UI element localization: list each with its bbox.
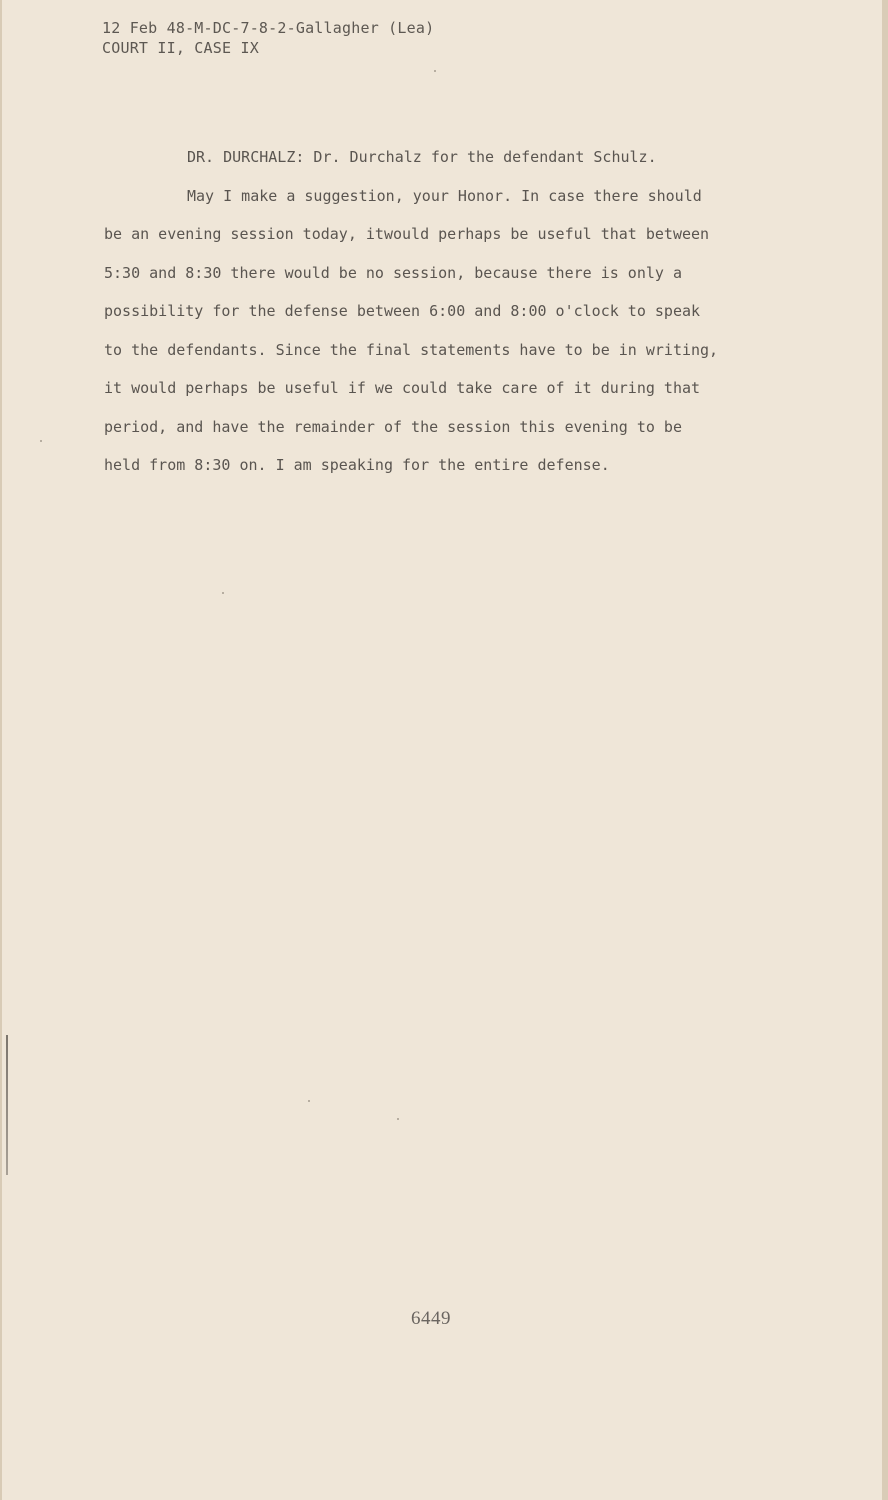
- paragraph-line: 5:30 and 8:30 there would be no session, because there is only a: [104, 263, 682, 282]
- paragraph-line: to the defendants. Since the final statements have to be in writing,: [104, 340, 719, 359]
- paragraph-line: period, and have the remainder of the session this evening to be: [104, 417, 682, 436]
- transcript-body: [104, 138, 784, 485]
- paragraph-line: it would perhaps be useful if we could take care of it during that: [104, 379, 701, 397]
- paragraph-line-first: May I make a suggestion, your Honor. In case there should: [187, 186, 702, 205]
- paper-speck: [434, 70, 436, 72]
- page-number: 6449: [411, 1308, 451, 1329]
- speaker-line: DR. DURCHALZ: Dr. Durchalz for the defendant Schulz.: [187, 148, 657, 166]
- document-header: [102, 18, 434, 58]
- paragraph-line-last: held from 8:30 on. I am speaking for the entire defense.: [104, 456, 610, 474]
- paper-speck: [222, 592, 224, 594]
- paper-speck: [308, 1100, 310, 1102]
- header-reference-line: 12 Feb 48-M-DC-7-8-2-Gallagher (Lea): [102, 19, 435, 37]
- paper-speck: [397, 1118, 399, 1120]
- paper-speck: [40, 440, 42, 442]
- binding-edge-mark: [6, 1035, 8, 1175]
- paragraph-line: be an evening session today, itwould perhaps be useful that between: [104, 225, 710, 243]
- header-court-line: COURT II, CASE IX: [102, 39, 259, 57]
- paragraph-line: possibility for the defense between 6:00 and 8:00 o'clock to speak: [104, 302, 701, 320]
